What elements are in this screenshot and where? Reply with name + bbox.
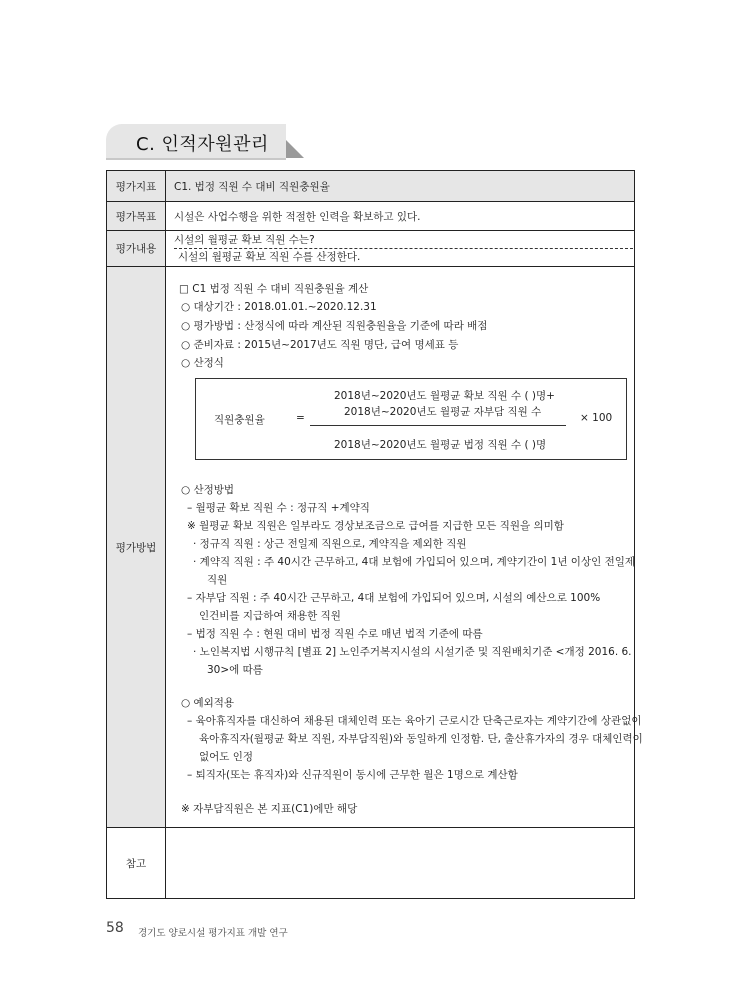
goal-label: 평가목표	[107, 202, 166, 231]
exception-heading: ○ 예외적용	[181, 697, 235, 709]
indicator-label: 평가지표	[107, 171, 166, 202]
method-formula-heading: ○ 산정식	[181, 357, 224, 369]
method-label: 평가방법	[107, 267, 166, 828]
indicator-value: C1. 법정 직원 수 대비 직원충원율	[166, 171, 635, 202]
method-period: ○ 대상기간 : 2018.01.01.~2020.12.31	[181, 301, 377, 313]
formula-numerator-1: 2018년~2020년도 월평균 확보 직원 수 ( )명+	[334, 390, 555, 402]
page-number: 58	[106, 920, 124, 936]
method-way: ○ 평가방법 : 산정식에 따라 계산된 직원충원율을 기준에 따라 배점	[181, 320, 488, 332]
footer-title: 경기도 양로시설 평가지표 개발 연구	[138, 928, 288, 939]
content-value	[166, 231, 635, 267]
calc-line-7: · 노인복지법 시행규칙 [별표 2] 노인주거복지시설의 시설기준 및 직원배치기준 <개정 2016. 6.	[193, 646, 632, 658]
formula-numerator-2: 2018년~2020년도 월평균 자부담 직원 수	[344, 406, 542, 418]
method-heading: □ C1 법정 직원 수 대비 직원충원율 계산	[179, 283, 369, 295]
exception-line-1c: 없어도 인정	[199, 751, 254, 763]
tab-fold-shape	[286, 140, 304, 158]
section-title: C. 인적자원관리	[136, 134, 269, 155]
content-line-1: 시설의 월평균 확보 직원 수는?	[174, 232, 633, 249]
reference-label: 참고	[107, 828, 166, 899]
evaluation-table	[106, 170, 643, 899]
formula-box	[195, 378, 627, 460]
formula-lhs: 직원충원율	[214, 414, 265, 426]
calc-line-5b: 인건비를 지급하여 채용한 직원	[199, 610, 341, 622]
calc-heading: ○ 산정방법	[181, 484, 235, 496]
calc-line-1: – 월평균 확보 직원 수 : 정규직 +계약직	[187, 502, 370, 514]
fraction-line	[310, 425, 566, 426]
calc-line-4: · 계약직 직원 : 주 40시간 근무하고, 4대 보험에 가입되어 있으며, 계약기간이 1년 이상인 전일제	[193, 556, 636, 568]
reference-value	[166, 828, 635, 899]
method-body	[167, 268, 643, 826]
method-cell	[166, 267, 643, 828]
content-line-2: 시설의 월평균 확보 직원 수를 산정한다.	[178, 251, 361, 263]
method-prep: ○ 준비자료 : 2015년~2017년도 직원 명단, 급여 명세표 등	[181, 339, 459, 351]
exception-line-1: – 육아휴직자를 대신하여 채용된 대체인력 또는 육아기 근로시간 단축근로자는 계약기간에 상관없이	[187, 715, 642, 727]
calc-line-3: · 정규직 직원 : 상근 전일제 직원으로, 계약직을 제외한 직원	[193, 538, 467, 550]
method-note: ※ 자부담직원은 본 지표(C1)에만 해당	[181, 803, 358, 815]
formula-equals: =	[296, 412, 305, 424]
calc-line-6: – 법정 직원 수 : 현원 대비 법정 직원 수로 매년 법적 기준에 따름	[187, 628, 483, 640]
formula-denominator: 2018년~2020년도 월평균 법정 직원 수 ( )명	[334, 439, 547, 451]
goal-value: 시설은 사업수행을 위한 적절한 인력을 확보하고 있다.	[166, 202, 635, 231]
calc-line-7b: 30>에 따름	[207, 664, 263, 676]
exception-line-1b: 육아휴직자(월평균 확보 직원, 자부담직원)와 동일하게 인정함. 단, 출산휴가자의 경우 대체인력이	[199, 733, 643, 745]
calc-line-5: – 자부담 직원 : 주 40시간 근무하고, 4대 보험에 가입되어 있으며, 시설의 예산으로 100%	[187, 592, 601, 604]
section-tab	[106, 124, 286, 158]
calc-line-4b: 직원	[207, 574, 228, 586]
calc-line-2: ※ 월평균 확보 직원은 일부라도 경상보조금으로 급여를 지급한 모든 직원을 의미함	[187, 520, 564, 532]
formula-multiplier: × 100	[580, 412, 613, 424]
content-label: 평가내용	[107, 231, 166, 267]
exception-line-2: – 퇴직자(또는 휴직자)와 신규직원이 동시에 근무한 월은 1명으로 계산함	[187, 769, 518, 781]
